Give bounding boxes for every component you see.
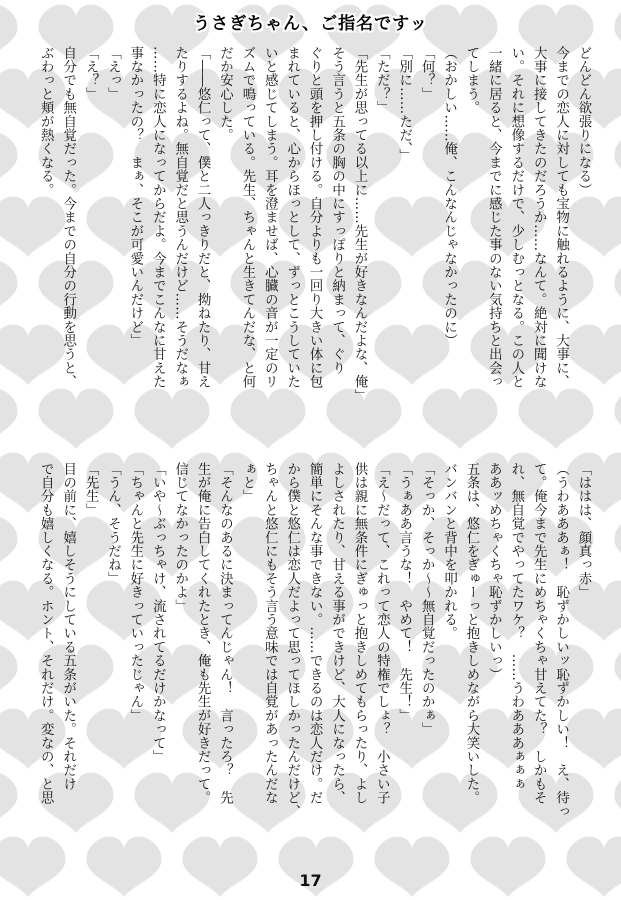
text-line: 「うん、そうだね」 [105,462,121,586]
text-line: い。それに想像するだけで、少しむっとなる。この人と [508,46,524,389]
heart-shape [615,773,621,833]
text-line: （おかしい……俺、こんなんじゃなかったのに） [441,46,457,348]
text-line: てしまう。 [463,46,479,115]
text-line: 「ははは、顔真っ赤」 [576,462,591,599]
text-line: ぁと」 [239,462,255,504]
text-line: よしされたり、甘える事ができけど、大人になったら、 [329,462,345,805]
text-block-top [28,46,594,438]
page-title: うさぎちゃん、ご指名ですッ [193,14,428,34]
text-line: ズムで鳴っている。先生、ちゃんと生きてんだな、と何 [239,46,255,389]
text-line: 「何？」 [419,46,435,101]
heart-shape [615,517,621,577]
heart-shape [615,645,621,705]
text-line: 「――悠仁って、僕と二人っきりだと、拗ねたり、甘え [195,46,211,389]
heart-shape [0,389,18,449]
text-line: 「先生が思ってる以上に……先生が好きなんだよな、俺」 [351,46,367,403]
text-line: 信じてなかったのかよ」 [172,462,188,613]
heart-shape [615,133,621,193]
heart-shape [0,517,18,577]
text-line: 自分でも無自覚だった。今までの自分の行動を思うと、 [60,46,76,389]
text-line: まれていると、心からほっとして、ずっとこうしていた [284,46,300,389]
text-line: 簡単にそんな事できない。……できるのは恋人だけ。だ [307,462,323,805]
text-line: 「いや～ぶっちゃけ、流されてるだけかなって」 [150,462,166,764]
text-line: ちゃんと悠仁にもそう言う意味では自覚があったんだな [262,462,278,805]
heart-shape [0,773,18,833]
text-line: ……特に恋人になってからだよ。今までこんなに甘えた [150,46,166,389]
text-line: どんどん欲張りになる） [576,46,591,197]
text-line: 「えっ」 [105,46,121,101]
text-line: 目の前に、嬉しそうにしている五条がいた。それだけ [60,462,76,791]
text-line: 大事に接してきたのだろうか……なんて。絶対に聞けな [531,46,547,389]
heart-shape [0,133,18,193]
text-line: 今までの恋人に対しても宝物に触れるように、大事に、 [553,46,569,389]
text-line: 「え～だって、これって恋人の特権でしょ？ 小さい子 [374,462,390,805]
heart-shape [0,645,18,705]
text-line: から僕と悠仁は恋人だよって思ってほしかったんだけど、 [284,462,300,819]
text-line: 「うぁああ言うな！ やめて！ 先生！」 [396,462,412,723]
text-line: 「別に……ただ、」 [396,46,412,163]
text-line: 「ちゃんと先生に好きっていったじゃん」 [127,462,143,723]
text-line: たりするよね。無自覚だと思うんだけど……そうだなぁ [172,46,188,389]
text-line: 「そんなのあるに決まってんじゃん！ 言ったろ？ 先 [217,462,233,805]
text-line: ぐりと頭を押し付ける。自分よりも一回り大きい体に包 [307,46,323,389]
heart-shape [615,389,621,449]
text-line: そう言うと五条の胸の中にすっぽりと納まって、ぐり [329,46,345,375]
text-block-bottom [28,462,594,854]
text-line: ああッめちゃくちゃ恥ずかしいっ） [486,462,502,682]
page-number: 17 [299,871,322,890]
text-line: バンバンと背中を叩かれる。 [441,462,457,641]
text-line: 一緒に居ると、今までに感じた事のない気持ちと出会っ [486,46,502,389]
heart-shape [615,261,621,321]
heart-shape [0,261,18,321]
text-line: だか安心した。 [217,46,233,142]
text-line: 「そっか、そっか～～無自覚だったのかぁ」 [419,462,435,736]
text-line: 「え？」 [83,46,99,101]
text-line: 事なかったの？ まぁ、そこが可愛いんだけど」 [127,46,143,348]
text-line: いと感じてしまう。耳を澄ませば、心臓の音が一定のリ [262,46,278,389]
text-line: れ、無自覚でやってたワケ？ ……うわあああぁぁぁ [508,462,524,791]
text-line: で自分も嬉しくなる。ホント、それだけ。変なの、と思 [38,462,54,805]
text-line: 供は親に無条件にぎゅっと抱きしめてもらったり、よし [351,462,367,805]
text-line: 生が俺に告白してくれたとき、俺も先生が好きだって。 [195,462,211,805]
text-line: 五条は、悠仁をぎゅーっと抱きしめながら大笑いした。 [463,462,479,805]
text-line: 「ただ？」 [374,46,390,115]
text-line: ぶわっと頬が熱くなる。 [38,46,54,197]
text-line: て。俺今まで先生にめちゃくちゃ甘えてた？ しかもそ [531,462,547,805]
text-line: 「先生」 [83,462,99,517]
text-line: （うわあああぁ！ 恥ずかしいッ恥ずかしい！ え、待っ [553,462,569,819]
